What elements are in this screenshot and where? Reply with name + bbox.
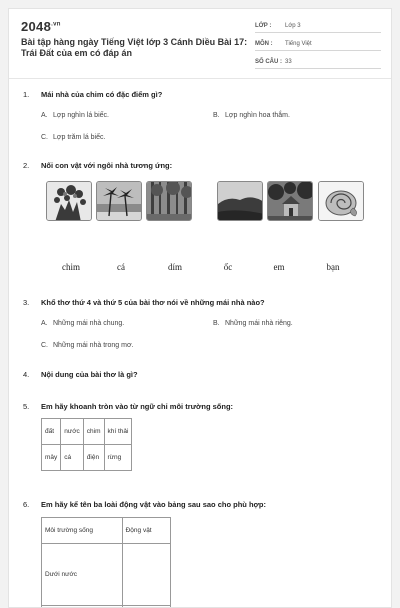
match-word: chim [51, 262, 91, 272]
meta-value: Tiếng Việt [285, 41, 312, 47]
forest-image [146, 181, 192, 221]
q1-option-a[interactable]: A. Lợp nghìn lá biếc. [41, 112, 109, 119]
worksheet-meta [255, 19, 381, 73]
hill-image [217, 181, 263, 221]
word-cell[interactable]: nước [61, 419, 83, 445]
word-cell[interactable]: cá [61, 445, 83, 471]
q1-option-b[interactable]: B. Lợp nghìn hoa thắm. [213, 112, 290, 119]
meta-subject [255, 37, 381, 51]
match-word: dím [155, 262, 195, 272]
question-text: Mái nhà của chim có đặc điểm gì? [41, 90, 162, 99]
q3-option-b[interactable]: B. Những mái nhà riêng. [213, 320, 293, 327]
question-number: 4. [23, 370, 41, 379]
site-logo[interactable]: $2048^{.vn}$ [21, 19, 61, 34]
meta-value: 33 [285, 59, 292, 65]
word-cell[interactable]: mây [42, 445, 61, 471]
meta-label: MÔN : [255, 41, 285, 47]
question-number: 6. [23, 500, 41, 509]
question-4 [23, 370, 138, 379]
question-3 [23, 298, 265, 307]
match-word: bạn [313, 262, 353, 272]
word-table [41, 418, 132, 471]
house-trees-image [267, 181, 313, 221]
question-text: Nối con vật với ngôi nhà tương ứng: [41, 161, 172, 170]
q3-option-a[interactable]: A. Những mái nhà chung. [41, 320, 124, 327]
question-number: 5. [23, 402, 41, 411]
question-number: 1. [23, 90, 41, 99]
question-text: Em hãy khoanh tròn vào từ ngữ chỉ môi trường sống: [41, 402, 233, 411]
word-cell[interactable]: điện [83, 445, 104, 471]
question-1 [23, 90, 162, 99]
question-text: Em hãy kể tên ba loài động vật vào bảng sau sao cho phù hợp: [41, 500, 266, 509]
match-word: ốc [208, 262, 248, 272]
table-header-cell: Môi trường sống [42, 518, 123, 544]
table-header-cell: Động vật [122, 518, 170, 544]
word-cell[interactable]: khí thải [104, 419, 132, 445]
shell-image [318, 181, 364, 221]
meta-label: LỚP : [255, 23, 285, 29]
habitat-cell: Dưới nước [42, 544, 123, 606]
worksheet [8, 8, 392, 608]
word-cell[interactable]: chim [83, 419, 104, 445]
meta-count [255, 55, 381, 69]
question-5 [23, 402, 233, 411]
q1-option-c[interactable]: C. Lợp trăm lá biếc. [41, 134, 105, 141]
animal-table [41, 517, 171, 608]
question-6 [23, 500, 266, 509]
match-word: cá [101, 262, 141, 272]
word-cell[interactable]: đất [42, 419, 61, 445]
worksheet-header [9, 9, 391, 73]
question-2 [23, 161, 172, 170]
question-text: Khổ thơ thứ 4 và thứ 5 của bài thơ nói về những mái nhà nào? [41, 298, 265, 307]
header-divider [9, 78, 391, 79]
question-number: 3. [23, 298, 41, 307]
meta-value: Lớp 3 [285, 23, 301, 29]
flowers-image [46, 181, 92, 221]
meta-grade [255, 19, 381, 33]
question-number: 2. [23, 161, 41, 170]
beach-image [96, 181, 142, 221]
worksheet-title: Bài tập hàng ngày Tiếng Việt lớp 3 Cánh Diều Bài 17: Trái Đất của em có đáp án [21, 37, 253, 59]
match-word: em [259, 262, 299, 272]
answer-cell[interactable] [122, 544, 170, 606]
meta-label: SỐ CÂU : [255, 59, 285, 65]
question-text: Nội dung của bài thơ là gì? [41, 370, 138, 379]
word-cell[interactable]: rừng [104, 445, 132, 471]
q3-option-c[interactable]: C. Những mái nhà trong mơ. [41, 342, 133, 349]
